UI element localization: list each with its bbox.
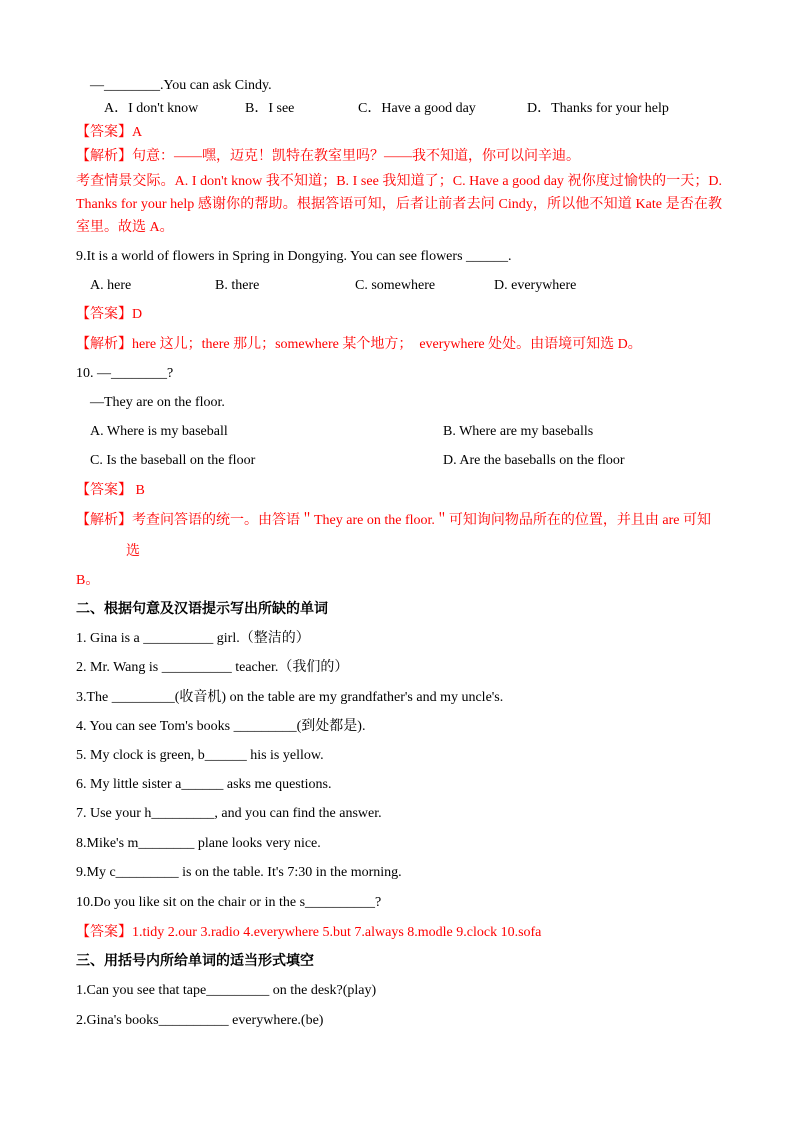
- section-2-item-2: 2. Mr. Wang is __________ teacher.（我们的）: [76, 660, 349, 675]
- q10-reply: —They are on the floor.: [90, 395, 225, 410]
- section-2-answer-key: 【答案】1.tidy 2.our 3.radio 4.everywhere 5.but 7.always 8.modle 9.clock 10.sofa: [76, 925, 542, 940]
- q8-analysis-paragraph: 考查情景交际。A. I don't know 我不知道；B. I see 我知道了；C. Have a good day 祝你度过愉快的一天；D. Thanks for your help 感谢你的帮助。根据答语可知，后者让前者去问 Cindy，所以他不知道 Kate 是否在教室里。故选 A。: [76, 174, 722, 235]
- section-2-item-5: 5. My clock is green, b______ his is yellow.: [76, 748, 324, 763]
- q8-analysis-line-1: 【解析】句意：——嘿，迈克！凯特在教室里吗？——我不知道，你可以问辛迪。: [76, 149, 580, 164]
- q10-analysis-line-1: 【解析】考查问答语的统一。由答语＂They are on the floor.＂可知询问物品所在的位置，并且由 are 可知: [76, 513, 711, 528]
- q8-option-a: A．I don't know: [104, 101, 199, 116]
- q9-analysis: 【解析】here 这儿；there 那儿；somewhere 某个地方； everywhere 处处。由语境可知选 D。: [76, 337, 642, 352]
- section-3-item-2: 2.Gina's books__________ everywhere.(be): [76, 1013, 324, 1028]
- q10-option-d: D. Are the baseballs on the floor: [443, 453, 625, 468]
- q9-option-a: A. here: [90, 278, 132, 293]
- q8-option-b: B．I see: [245, 101, 295, 116]
- q10-analysis-line-3: B。: [76, 573, 100, 588]
- q9-option-d: D. everywhere: [494, 278, 577, 293]
- q10-analysis-line-2: 选: [126, 544, 140, 559]
- section-2-item-6: 6. My little sister a______ asks me questions.: [76, 777, 332, 792]
- section-2-item-10: 10.Do you like sit on the chair or in the s__________?: [76, 895, 382, 910]
- q10-option-a: A. Where is my baseball: [90, 424, 228, 439]
- q8-option-d: D．Thanks for your help: [527, 101, 669, 116]
- q10-option-c: C. Is the baseball on the floor: [90, 453, 256, 468]
- q10-stem: 10. —________?: [76, 366, 174, 381]
- q8-answer-line: —________.You can ask Cindy.: [90, 78, 272, 93]
- section-2-item-4: 4. You can see Tom's books _________(到处都是).: [76, 719, 366, 734]
- section-3-heading: 三、用括号内所给单词的适当形式填空: [76, 954, 314, 969]
- q9-answer-key: 【答案】D: [76, 307, 143, 322]
- q9-option-c: C. somewhere: [355, 278, 436, 293]
- q10-option-b: B. Where are my baseballs: [443, 424, 594, 439]
- section-2-item-3: 3.The _________(收音机) on the table are my grandfather's and my uncle's.: [76, 690, 504, 705]
- q10-answer-key: 【答案】 B: [76, 483, 145, 498]
- section-2-heading: 二、根据句意及汉语提示写出所缺的单词: [76, 602, 328, 617]
- section-2-item-7: 7. Use your h_________, and you can find the answer.: [76, 806, 382, 821]
- section-2-item-8: 8.Mike's m________ plane looks very nice.: [76, 836, 321, 851]
- q8-option-c: C．Have a good day: [358, 101, 476, 116]
- q9-stem: 9.It is a world of flowers in Spring in Dongying. You can see flowers ______.: [76, 249, 512, 264]
- section-2-item-9: 9.My c_________ is on the table. It's 7:30 in the morning.: [76, 865, 402, 880]
- section-2-item-1: 1. Gina is a __________ girl.（整洁的）: [76, 631, 310, 646]
- q8-answer-key: 【答案】A: [76, 125, 143, 140]
- section-3-item-1: 1.Can you see that tape_________ on the desk?(play): [76, 983, 377, 998]
- q9-option-b: B. there: [215, 278, 260, 293]
